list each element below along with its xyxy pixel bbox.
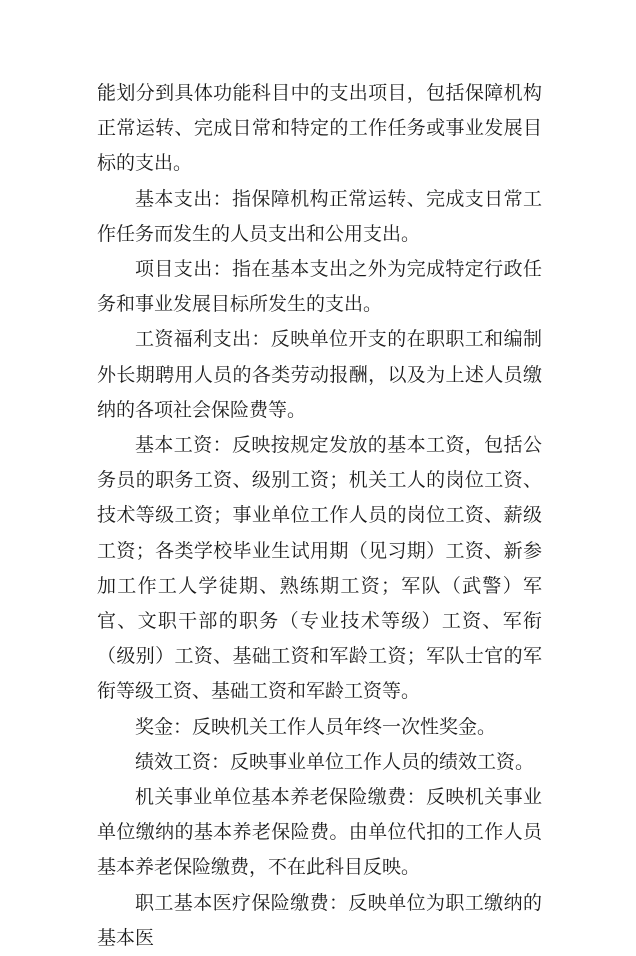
paragraph-performance-wage: 绩效工资：反映事业单位工作人员的绩效工资。 bbox=[135, 750, 535, 773]
paragraph-basic-expenditure: 基本支出：指保障机构正常运转、完成支日常工作任务而发生的人员支出和公用支出。 bbox=[97, 187, 542, 245]
paragraph-bonus: 奖金：反映机关工作人员年终一次性奖金。 bbox=[135, 715, 497, 738]
paragraph-basic-wage: 基本工资：反映按规定发放的基本工资，包括公务员的职务工资、级别工资；机关工人的岗位工资、技术等级工资；事业单位工作人员的岗位工资、薪级工资；各类学校毕业生试用期（见习期）工资、新参加工作工人学徒期、熟练期工资；军队（武警）军官、文职干部的职务（专业技术等级）工资、军衔（级别）工资、基础工资和军龄工资；军队士官的军衔等级工资、基础工资和军龄工资等。 bbox=[97, 434, 542, 703]
paragraph-pension-insurance: 机关事业单位基本养老保险缴费：反映机关事业单位缴纳的基本养老保险费。由单位代扣的工作人员基本养老保险缴费，不在此科目反映。 bbox=[97, 786, 542, 879]
paragraph-continuation: 能划分到具体功能科目中的支出项目，包括保障机构正常运转、完成日常和特定的工作任务或事业发展目标的支出。 bbox=[97, 82, 542, 175]
paragraph-project-expenditure: 项目支出：指在基本支出之外为完成特定行政任务和事业发展目标所发生的支出。 bbox=[97, 258, 542, 316]
paragraph-wage-welfare-expenditure: 工资福利支出：反映单位开支的在职职工和编制外长期聘用人员的各类劳动报酬，以及为上述人员缴纳的各项社会保险费等。 bbox=[97, 328, 542, 421]
document-body bbox=[97, 76, 542, 956]
paragraph-medical-insurance: 职工基本医疗保险缴费：反映单位为职工缴纳的基本医 bbox=[97, 891, 542, 949]
